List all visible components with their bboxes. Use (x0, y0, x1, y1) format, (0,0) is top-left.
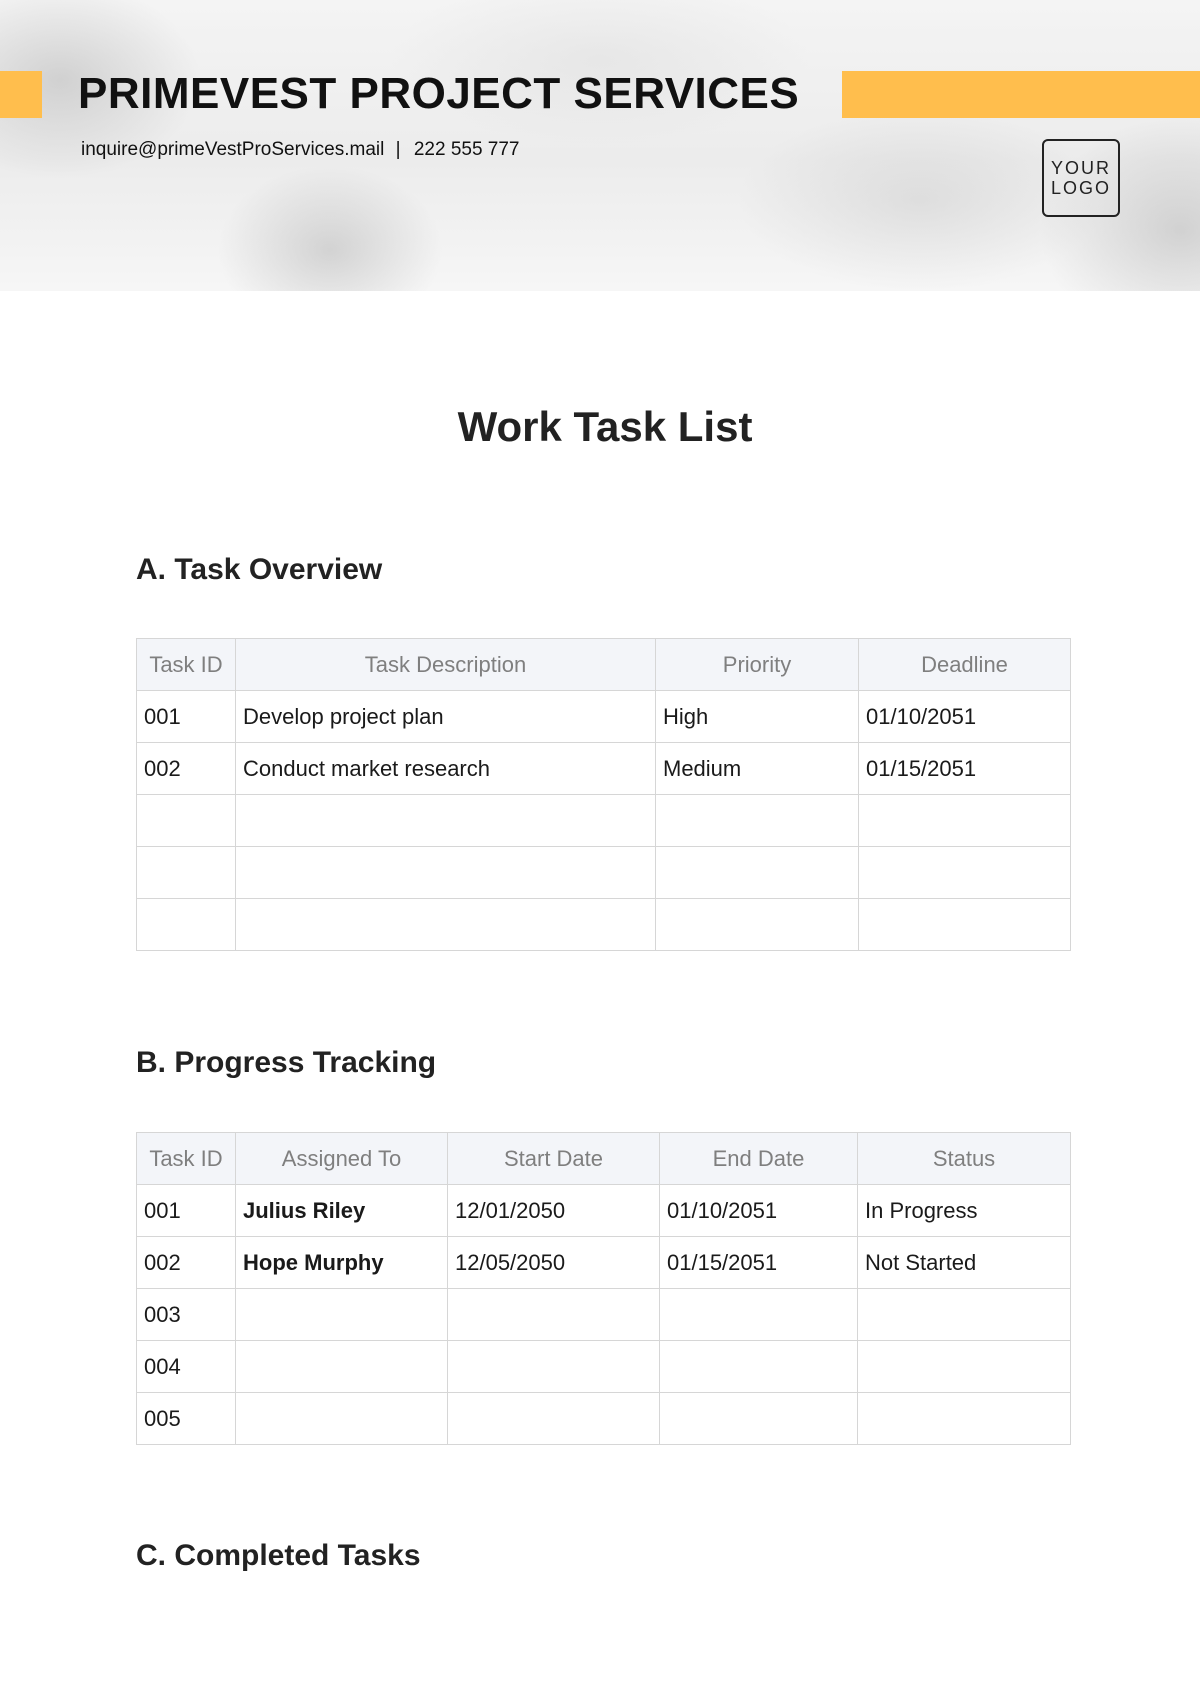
table-row (137, 795, 1071, 847)
assignee-cell (236, 1341, 448, 1393)
progress-tracking-table (136, 1132, 1071, 1445)
table-cell: Conduct market research (236, 743, 656, 795)
contact-email: inquire@primeVestProServices.mail (81, 139, 385, 160)
table-cell (660, 1341, 858, 1393)
table-row (137, 1237, 1071, 1289)
table-row (137, 899, 1071, 951)
section-heading-task-overview: A. Task Overview (136, 553, 383, 586)
column-header: Priority (656, 639, 859, 691)
logo-text-line2: LOGO (1050, 178, 1111, 198)
column-header: Deadline (859, 639, 1071, 691)
table-cell: 001 (137, 1185, 236, 1237)
status-cell (858, 1289, 1071, 1341)
table-cell (656, 795, 859, 847)
table-cell (660, 1393, 858, 1445)
table-cell: 01/10/2051 (859, 691, 1071, 743)
table-row (137, 1341, 1071, 1393)
table-cell: 001 (137, 691, 236, 743)
section-heading-progress-tracking: B. Progress Tracking (136, 1046, 437, 1079)
status-cell (858, 1341, 1071, 1393)
table-cell: 004 (137, 1341, 236, 1393)
table-cell: 12/05/2050 (448, 1237, 660, 1289)
table-row (137, 1289, 1071, 1341)
table-cell (859, 847, 1071, 899)
table-cell: 002 (137, 743, 236, 795)
table-cell: 005 (137, 1393, 236, 1445)
column-header: Start Date (448, 1133, 660, 1185)
table-cell (859, 899, 1071, 951)
table-row (137, 1185, 1071, 1237)
assignee-cell (236, 1289, 448, 1341)
table-cell: 01/15/2051 (660, 1237, 858, 1289)
assignee-cell: Hope Murphy (236, 1237, 448, 1289)
table-cell: Medium (656, 743, 859, 795)
table-cell: 12/01/2050 (448, 1185, 660, 1237)
column-header: Status (858, 1133, 1071, 1185)
page-header (0, 0, 1200, 291)
table-row (137, 847, 1071, 899)
accent-bar-left (0, 71, 42, 118)
table-cell: High (656, 691, 859, 743)
table-cell (660, 1289, 858, 1341)
column-header: Task Description (236, 639, 656, 691)
table-cell: 002 (137, 1237, 236, 1289)
table-row (137, 1393, 1071, 1445)
table-cell (137, 795, 236, 847)
status-cell: Not Started (858, 1237, 1071, 1289)
table-cell (656, 847, 859, 899)
table-cell: 01/15/2051 (859, 743, 1071, 795)
table-cell: 003 (137, 1289, 236, 1341)
column-header: End Date (660, 1133, 858, 1185)
section-heading-completed-tasks: C. Completed Tasks (136, 1539, 421, 1572)
table-header-row (137, 639, 1071, 691)
table-header-row (137, 1133, 1071, 1185)
task-overview-table (136, 638, 1071, 951)
table-cell (448, 1289, 660, 1341)
table-cell (137, 899, 236, 951)
table-cell (448, 1393, 660, 1445)
table-cell (859, 795, 1071, 847)
company-name: PRIMEVEST PROJECT SERVICES (78, 69, 800, 118)
contact-info (81, 139, 520, 161)
status-cell (858, 1393, 1071, 1445)
contact-separator: | (395, 139, 401, 160)
table-cell: 01/10/2051 (660, 1185, 858, 1237)
table-cell (448, 1341, 660, 1393)
assignee-cell: Julius Riley (236, 1185, 448, 1237)
column-header: Task ID (137, 1133, 236, 1185)
logo-text-line1: YOUR (1050, 158, 1111, 178)
column-header: Task ID (137, 639, 236, 691)
table-cell (236, 847, 656, 899)
table-cell: Develop project plan (236, 691, 656, 743)
table-cell (236, 795, 656, 847)
status-cell: In Progress (858, 1185, 1071, 1237)
table-row (137, 743, 1071, 795)
table-cell (236, 899, 656, 951)
contact-phone: 222 555 777 (413, 139, 520, 160)
document-title: Work Task List (457, 403, 753, 450)
column-header: Assigned To (236, 1133, 448, 1185)
logo-placeholder (1042, 139, 1120, 217)
accent-bar-right (842, 71, 1200, 118)
assignee-cell (236, 1393, 448, 1445)
table-cell (137, 847, 236, 899)
table-row (137, 691, 1071, 743)
table-cell (656, 899, 859, 951)
